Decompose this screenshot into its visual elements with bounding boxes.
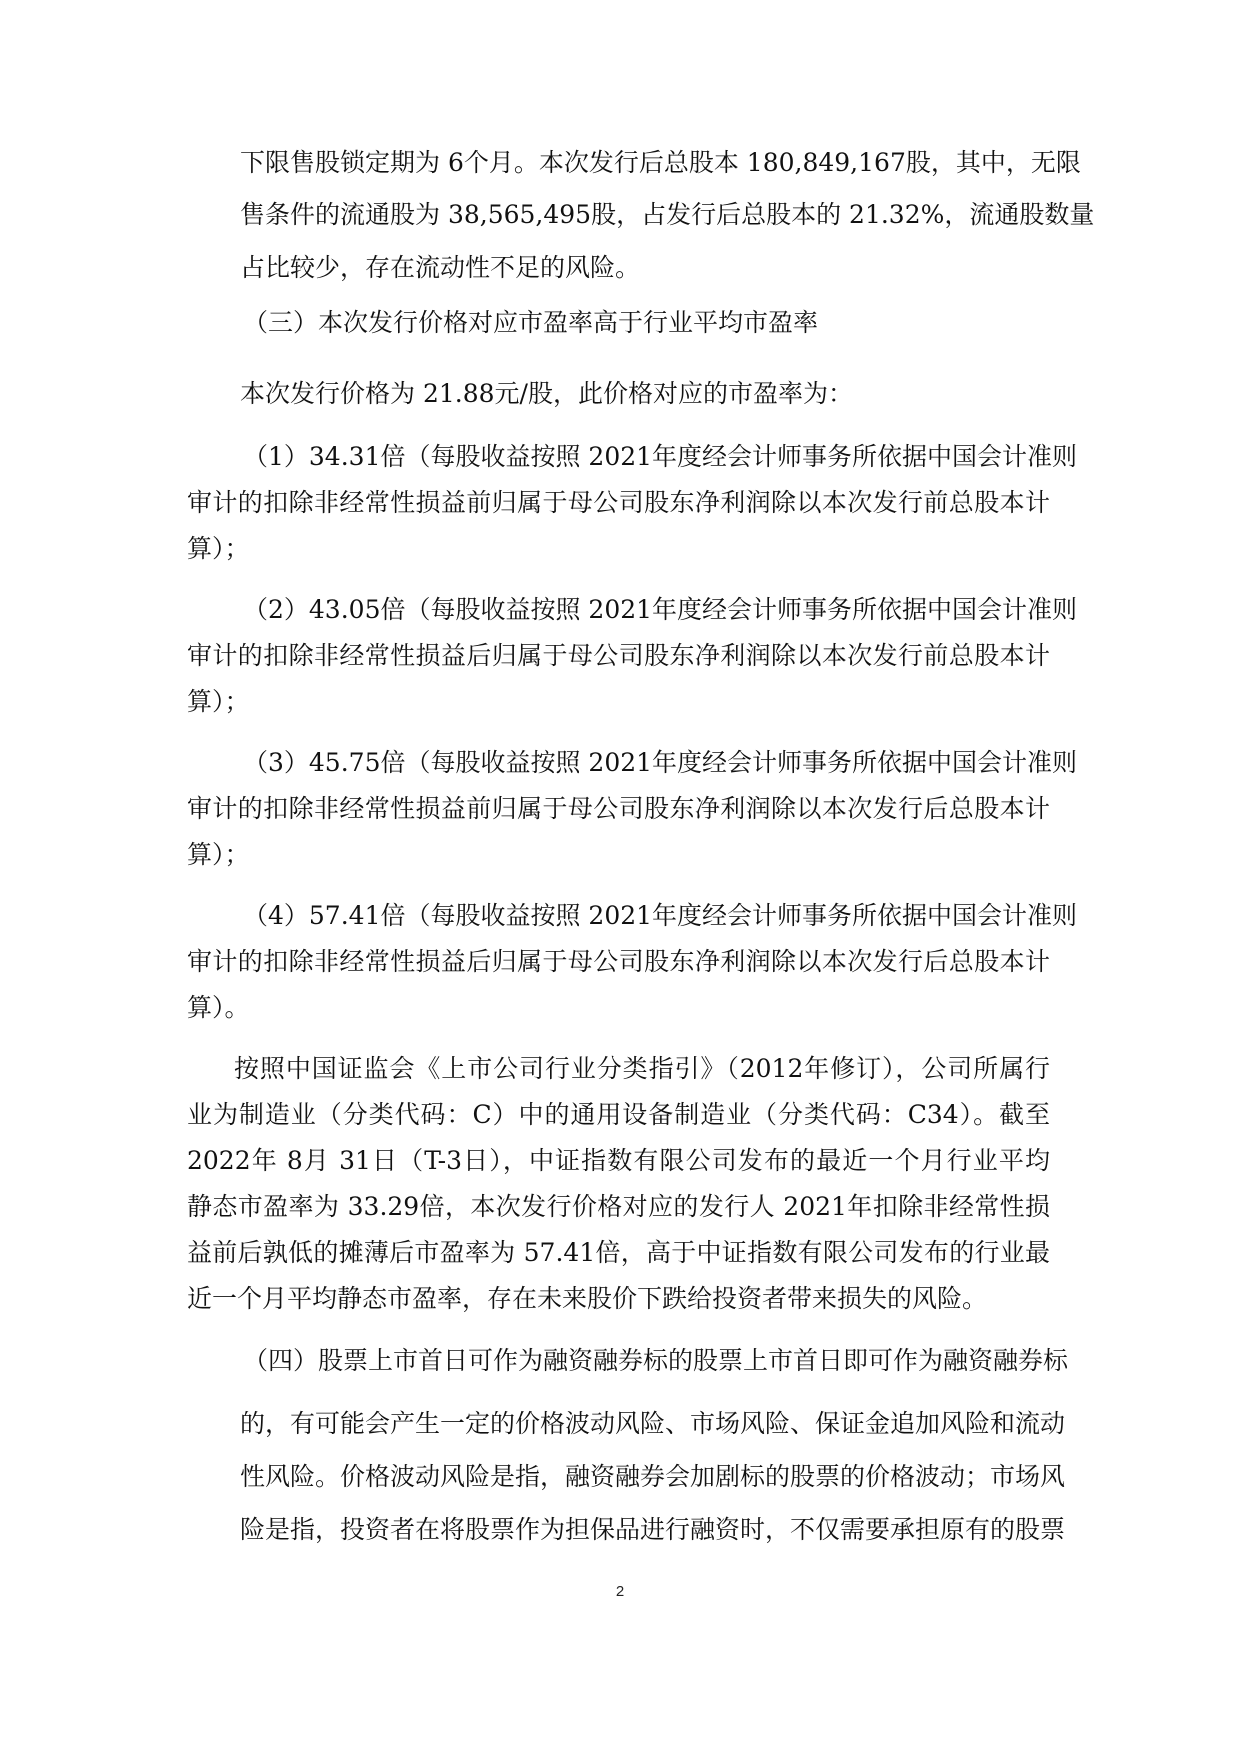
- list-item-line: （1）34.31倍（每股收益按照 2021年度经会计师事务所依据中国会计准则: [243, 442, 1078, 471]
- list-item-line: 算）。: [187, 993, 250, 1022]
- paragraph-line: 售条件的流通股为 38,565,495股，占发行后总股本的 21.32%，流通股数量: [240, 200, 1095, 229]
- page-number: 2: [615, 1583, 625, 1600]
- paragraph-line: 近一个月平均静态市盈率，存在未来股价下跌给投资者带来损失的风险。: [187, 1284, 988, 1313]
- list-item-line: 审计的扣除非经常性损益前归属于母公司股东净利润除以本次发行后总股本计: [187, 794, 1050, 823]
- paragraph-line: 本次发行价格为 21.88元/股，此价格对应的市盈率为：: [240, 379, 853, 408]
- paragraph-line: 业为制造业（分类代码：C）中的通用设备制造业（分类代码：C34）。截至: [187, 1100, 1050, 1129]
- section-heading-tail: 股票上市首日即可作为融资融券标: [693, 1346, 1069, 1375]
- paragraph-line: 益前后孰低的摊薄后市盈率为 57.41倍，高于中证指数有限公司发布的行业最: [187, 1238, 1050, 1267]
- paragraph-line: 2022年 8月 31日（T-3日），中证指数有限公司发布的最近一个月行业平均: [187, 1146, 1050, 1175]
- section-heading-label: （四）股票上市首日可作为融资融券标的: [243, 1346, 694, 1375]
- list-item-line: 算）；: [187, 687, 250, 716]
- paragraph-line: 占比较少，存在流动性不足的风险。: [240, 253, 641, 282]
- list-item-line: 审计的扣除非经常性损益后归属于母公司股东净利润除以本次发行后总股本计: [187, 947, 1050, 976]
- list-item-line: （4）57.41倍（每股收益按照 2021年度经会计师事务所依据中国会计准则: [243, 901, 1078, 930]
- list-item-line: 算）；: [187, 840, 250, 869]
- list-item-line: 审计的扣除非经常性损益前归属于母公司股东净利润除以本次发行前总股本计: [187, 488, 1050, 517]
- paragraph-line: 性风险。价格波动风险是指，融资融券会加剧标的股票的价格波动；市场风: [240, 1462, 1066, 1491]
- section-heading: [243, 1343, 1068, 1379]
- paragraph-line: 下限售股锁定期为 6个月。本次发行后总股本 180,849,167股，其中，无限: [240, 148, 1081, 177]
- section-heading: （三）本次发行价格对应市盈率高于行业平均市盈率: [243, 308, 819, 337]
- list-item-line: （2）43.05倍（每股收益按照 2021年度经会计师事务所依据中国会计准则: [243, 595, 1078, 624]
- list-item-line: （3）45.75倍（每股收益按照 2021年度经会计师事务所依据中国会计准则: [243, 748, 1078, 777]
- list-item-line: 审计的扣除非经常性损益后归属于母公司股东净利润除以本次发行前总股本计: [187, 641, 1050, 670]
- paragraph-line: 险是指，投资者在将股票作为担保品进行融资时，不仅需要承担原有的股票: [240, 1515, 1066, 1544]
- list-item-line: 算）；: [187, 534, 250, 563]
- paragraph-line: 静态市盈率为 33.29倍，本次发行价格对应的发行人 2021年扣除非经常性损: [187, 1192, 1050, 1221]
- paragraph-line: 按照中国证监会《上市公司行业分类指引》（2012年修订），公司所属行: [234, 1054, 1050, 1083]
- paragraph-line: 的，有可能会产生一定的价格波动风险、市场风险、保证金追加风险和流动: [240, 1409, 1066, 1438]
